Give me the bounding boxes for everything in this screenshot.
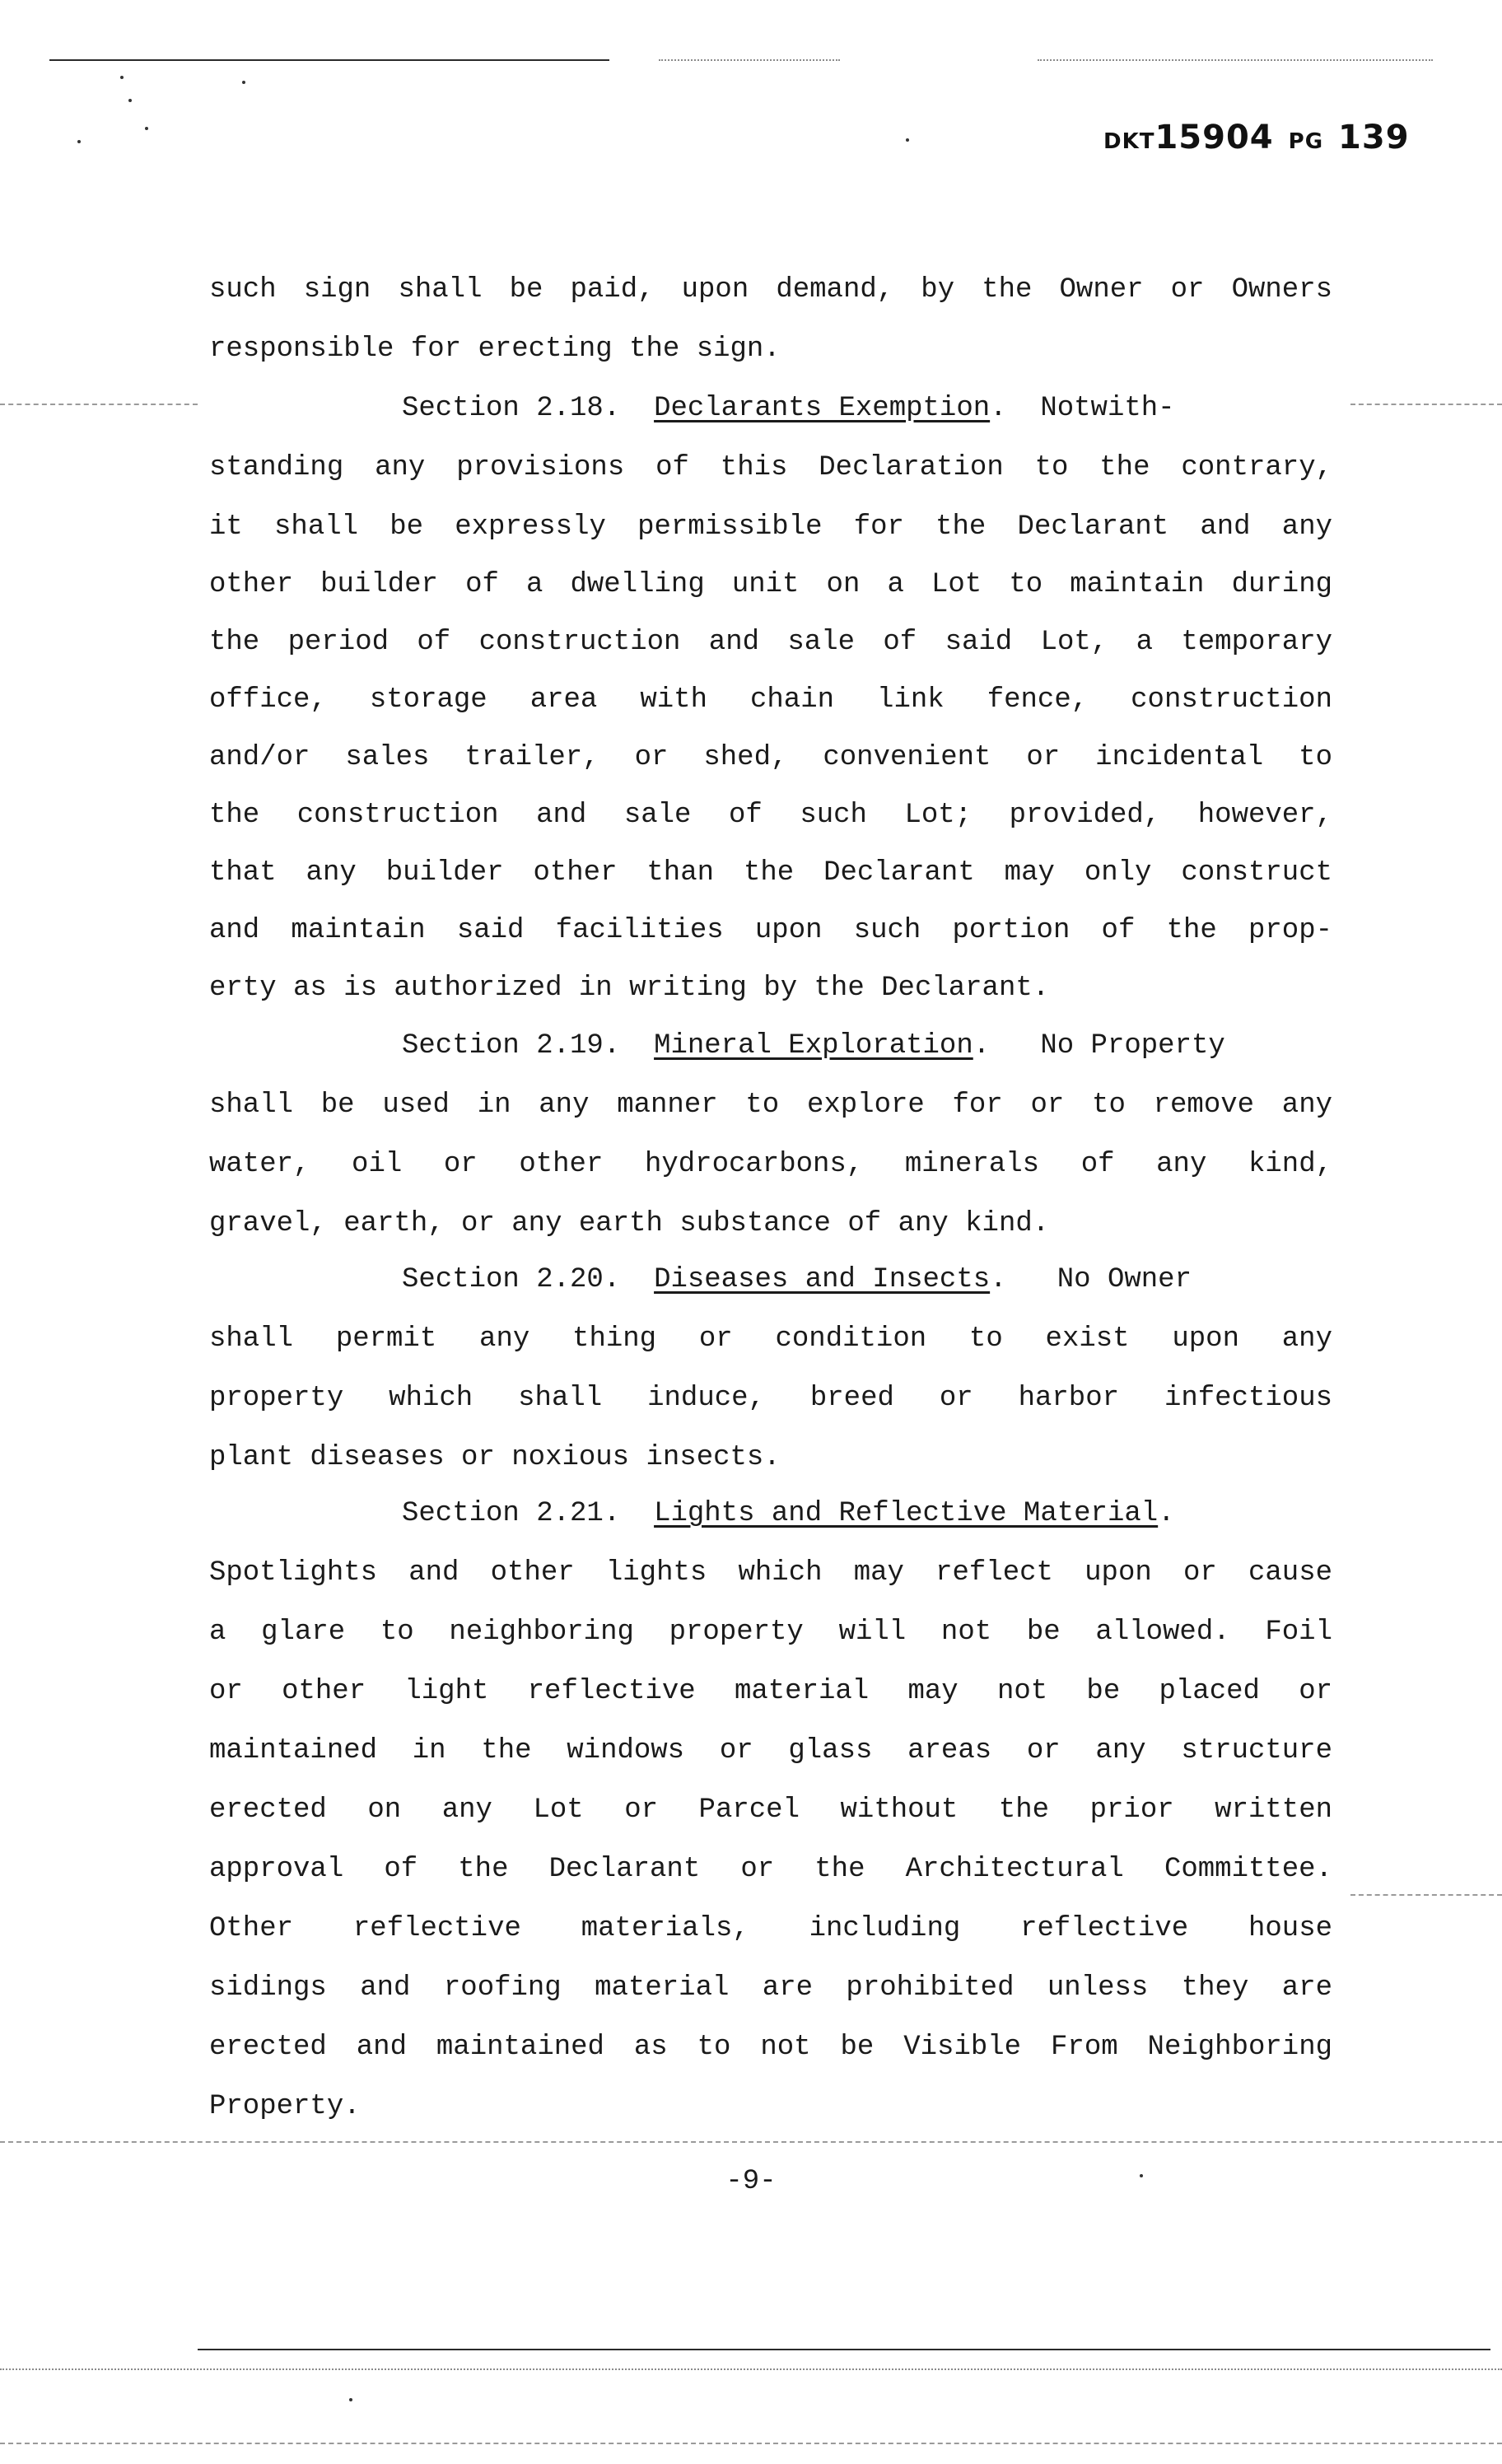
section-lead: . No Owner	[990, 1264, 1192, 1295]
top-rule	[49, 59, 609, 61]
text-line: that any builder other than the Declarant may only construct	[209, 857, 1332, 889]
text-line: responsible for erecting the sign.	[209, 334, 781, 365]
scan-speck	[77, 140, 81, 143]
text-line: and maintain said facilities upon such portion of the prop-	[209, 915, 1332, 946]
text-line: property which shall induce, breed or harbor infectious	[209, 1383, 1332, 1414]
text-line: the construction and sale of such Lot; provided, however,	[209, 800, 1332, 831]
book-page-reference	[1103, 119, 1410, 156]
section-title: Lights and Reflective Material	[654, 1498, 1159, 1529]
text-line: such sign shall be paid, upon demand, by the Owner or Owners	[209, 274, 1332, 306]
scan-line	[0, 2141, 1502, 2143]
section-lead: . No Property	[973, 1030, 1225, 1062]
scan-line	[1350, 1894, 1502, 1896]
section-heading-2-21	[402, 1497, 1175, 1530]
book-prefix: DKT	[1103, 129, 1155, 154]
text-line: approval of the Declarant or the Architectural Committee.	[209, 1854, 1332, 1885]
page-reference: 139	[1338, 119, 1410, 156]
section-number: Section 2.21.	[402, 1498, 621, 1529]
text-line: Spotlights and other lights which may reflect upon or cause	[209, 1557, 1332, 1589]
section-heading-2-18	[402, 392, 1175, 425]
bottom-rule-faint	[0, 2368, 1502, 2370]
text-line: erected on any Lot or Parcel without the prior written	[209, 1794, 1332, 1826]
section-title: Diseases and Insects	[654, 1264, 991, 1295]
section-lead: . Notwith-	[990, 393, 1175, 424]
section-number: Section 2.20.	[402, 1264, 621, 1295]
scan-line	[1350, 404, 1502, 405]
scan-speck	[128, 99, 132, 102]
text-line: the period of construction and sale of said Lot, a temporary	[209, 627, 1332, 658]
top-rule-faint-right	[1038, 59, 1433, 61]
text-line: and/or sales trailer, or shed, convenient or incidental to	[209, 742, 1332, 773]
text-line: shall permit any thing or condition to exist upon any	[209, 1323, 1332, 1355]
text-line: other builder of a dwelling unit on a Lot to maintain during	[209, 569, 1332, 600]
text-line: maintained in the windows or glass areas or any structure	[209, 1735, 1332, 1766]
text-line: Other reflective materials, including reflective house	[209, 1913, 1332, 1944]
section-heading-2-20	[402, 1263, 1192, 1296]
section-lead: .	[1158, 1498, 1175, 1529]
book-number: 15904	[1154, 119, 1274, 156]
text-line: gravel, earth, or any earth substance of any kind.	[209, 1208, 1050, 1239]
scan-speck	[349, 2398, 352, 2401]
text-line: shall be used in any manner to explore for or to remove any	[209, 1090, 1332, 1121]
scan-speck	[242, 81, 245, 84]
text-line: water, oil or other hydrocarbons, minerals of any kind,	[209, 1149, 1332, 1180]
scan-line	[0, 404, 198, 405]
scan-speck	[1140, 2174, 1143, 2177]
text-line: a glare to neighboring property will not be allowed. Foil	[209, 1617, 1332, 1648]
scan-speck	[120, 76, 124, 79]
scan-speck	[145, 127, 148, 130]
text-line: erty as is authorized in writing by the Declarant.	[209, 973, 1050, 1004]
text-line: plant diseases or noxious insects.	[209, 1442, 781, 1473]
bottom-scan-line	[0, 2443, 1502, 2444]
section-title: Mineral Exploration	[654, 1030, 973, 1062]
section-number: Section 2.18.	[402, 393, 621, 424]
scan-speck	[906, 138, 909, 142]
text-line: erected and maintained as to not be Visible From Neighboring	[209, 2032, 1332, 2063]
section-title: Declarants Exemption	[654, 393, 991, 424]
text-line: or other light reflective material may not be placed or	[209, 1676, 1332, 1707]
bottom-rule	[198, 2349, 1490, 2350]
text-line: office, storage area with chain link fence, construction	[209, 684, 1332, 716]
text-line: it shall be expressly permissible for the Declarant and any	[209, 511, 1332, 543]
page-prefix: PG	[1288, 129, 1324, 154]
page-number: -9-	[725, 2166, 777, 2197]
text-line: standing any provisions of this Declaration to the contrary,	[209, 452, 1332, 483]
text-line: sidings and roofing material are prohibited unless they are	[209, 1972, 1332, 2004]
section-number: Section 2.19.	[402, 1030, 621, 1062]
text-line: Property.	[209, 2091, 361, 2122]
section-heading-2-19	[402, 1029, 1225, 1062]
top-rule-faint	[659, 59, 840, 61]
